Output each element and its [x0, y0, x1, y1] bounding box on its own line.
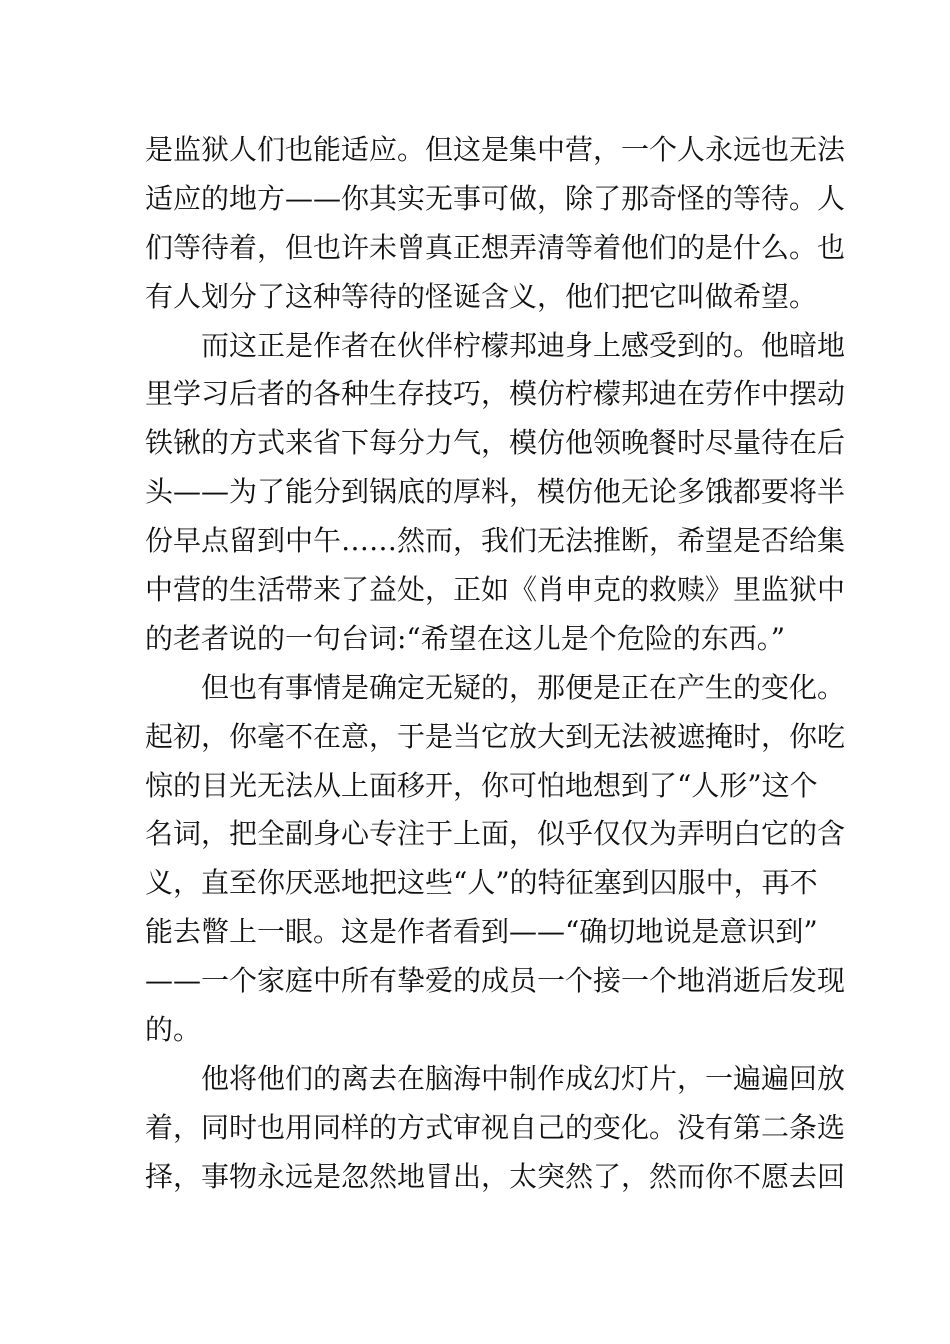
- text-line: 里学习后者的各种生存技巧，模仿柠檬邦迪在劳作中摆动: [145, 377, 846, 411]
- paragraph-2: [145, 322, 846, 664]
- document-body: [145, 126, 846, 1202]
- paragraph-1: [145, 126, 846, 322]
- text-line: 铁锹的方式来省下每分力气，模仿他领晚餐时尽量待在后: [145, 426, 846, 460]
- text-line: 能去瞥上一眼。这是作者看到——“确切地说是意识到”: [145, 915, 818, 949]
- text-line: 择，事物永远是忽然地冒出，太突然了，然而你不愿去回: [145, 1159, 846, 1193]
- paragraph-3: [145, 664, 846, 1055]
- text-line: 起初，你毫不在意，于是当它放大到无法被遮掩时，你吃: [145, 719, 846, 753]
- text-line: 名词，把全副身心专注于上面，似乎仅仅为弄明白它的含: [145, 817, 846, 851]
- text-line: ——一个家庭中所有挚爱的成员一个接一个地消逝后发现: [145, 964, 846, 998]
- text-line: 但也有事情是确定无疑的，那便是正在产生的变化。: [201, 670, 846, 704]
- text-line: 份早点留到中午……然而，我们无法推断，希望是否给集: [145, 524, 846, 558]
- paragraph-4: [145, 1055, 846, 1202]
- text-line: 惊的目光无法从上面移开，你可怕地想到了“人形”这个: [145, 768, 818, 802]
- text-line: 中营的生活带来了益处，正如《肖申克的救赎》里监狱中: [145, 573, 846, 607]
- text-line: 有人划分了这种等待的怪诞含义，他们把它叫做希望。: [145, 279, 818, 313]
- text-line: 的。: [145, 1013, 202, 1047]
- text-line: 着，同时也用同样的方式审视自己的变化。没有第二条选: [145, 1110, 846, 1144]
- text-line: 适应的地方——你其实无事可做，除了那奇怪的等待。人: [145, 181, 846, 215]
- text-line: 是监狱人们也能适应。但这是集中营，一个人永远也无法: [145, 133, 846, 166]
- text-line: 他将他们的离去在脑海中制作成幻灯片，一遍遍回放: [201, 1061, 846, 1095]
- text-line: 头——为了能分到锅底的厚料，模仿他无论多饿都要将半: [145, 475, 846, 509]
- text-line: 而这正是作者在伙伴柠檬邦迪身上感受到的。他暗地: [201, 328, 846, 362]
- text-line: 的老者说的一句台词:“希望在这儿是个危险的东西。”: [145, 621, 786, 655]
- text-line: 义，直至你厌恶地把这些“人”的特征塞到囚服中，再不: [145, 866, 818, 900]
- text-line: 们等待着，但也许未曾真正想弄清等着他们的是什么。也: [145, 230, 846, 264]
